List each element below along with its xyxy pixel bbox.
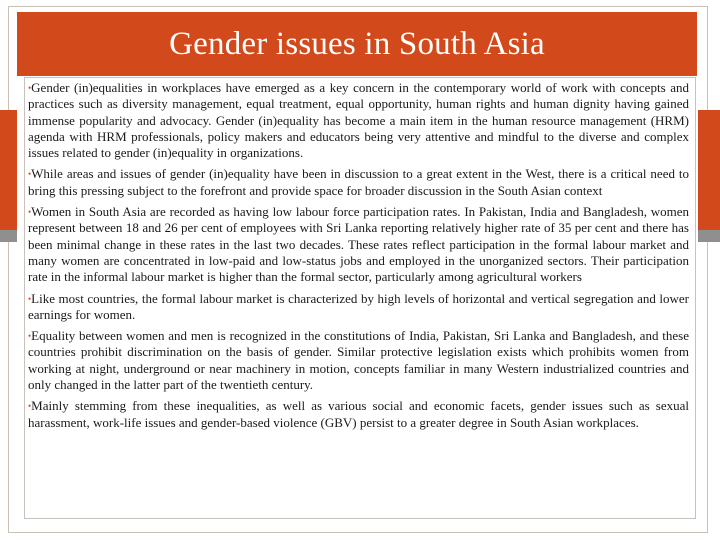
bullet-dot-icon: •: [28, 293, 32, 304]
bullet-item: [28, 166, 689, 199]
bullet-dot-icon: •: [28, 169, 32, 180]
bullet-text: Equality between women and men is recognized in the constitutions of India, Pakistan, Sri Lanka and Bangladesh, and these countries prohibit discrimination on the basis of gender. Similar protective legislation exists which prohibits women from working at night, underground or near machinery in motion, concepts familiar in many Western industrialized countries and only changed in the latter part of the twentieth century.: [28, 328, 689, 393]
left-accent-stripe: [0, 110, 17, 230]
bullet-text: Like most countries, the formal labour market is characterized by high levels of horizontal and vertical segregation and lower earnings for women.: [28, 290, 689, 322]
bullet-item: [28, 328, 689, 393]
slide-title: Gender issues in South Asia: [169, 25, 545, 62]
bullet-dot-icon: •: [28, 401, 32, 412]
title-bar: [17, 12, 697, 76]
content-box: [24, 77, 696, 519]
right-gray-stripe: [698, 230, 720, 242]
bullet-dot-icon: •: [28, 331, 32, 342]
bullet-item: [28, 291, 689, 324]
bullet-item: [28, 204, 689, 285]
bullet-text: While areas and issues of gender (in)equality have been in discussion to a great extent in the West, there is a critical need to bring this pressing subject to the forefront and provide space for broader discussion in the South Asian context: [28, 166, 689, 198]
bullet-text: Mainly stemming from these inequalities, as well as various social and economic facets, gender issues such as sexual harassment, work-life issues and gender-based violence (GBV) persist to a greater degree in South Asian workplaces.: [28, 398, 689, 430]
bullet-dot-icon: •: [28, 207, 32, 218]
bullet-text: Women in South Asia are recorded as having low labour force participation rates. In Pakistan, India and Bangladesh, women represent between 18 and 26 per cent of employees with Sri Lanka reporting relatively higher rate of 35 per cent and there has been minimal change in these rates in the last two decades. These rates reflect participation in the formal labour market and many women are concentrated in low-paid and low-status jobs and employed in the unorganized sectors. Their participation rate in the informal labour market is higher than the formal sector, particularly among agricultural workers: [28, 204, 689, 285]
right-accent-stripe: [698, 110, 720, 230]
bullet-text: Gender (in)equalities in workplaces have emerged as a key concern in the contemporary world of work with concepts and practices such as diversity management, equal treatment, equal opportunity, human rights and human dignity having gained immense popularity and advocacy. Gender (in)equality has become a main item in the human resource management (HRM) agenda with HRM professionals, policy makers and educators being very attentive and mindful to the diverse and complex issues related to gender (in)equality in organizations.: [28, 80, 689, 161]
bullet-item: [28, 398, 689, 431]
bullet-dot-icon: •: [28, 83, 32, 93]
bullet-item: [28, 80, 689, 161]
left-gray-stripe: [0, 230, 17, 242]
